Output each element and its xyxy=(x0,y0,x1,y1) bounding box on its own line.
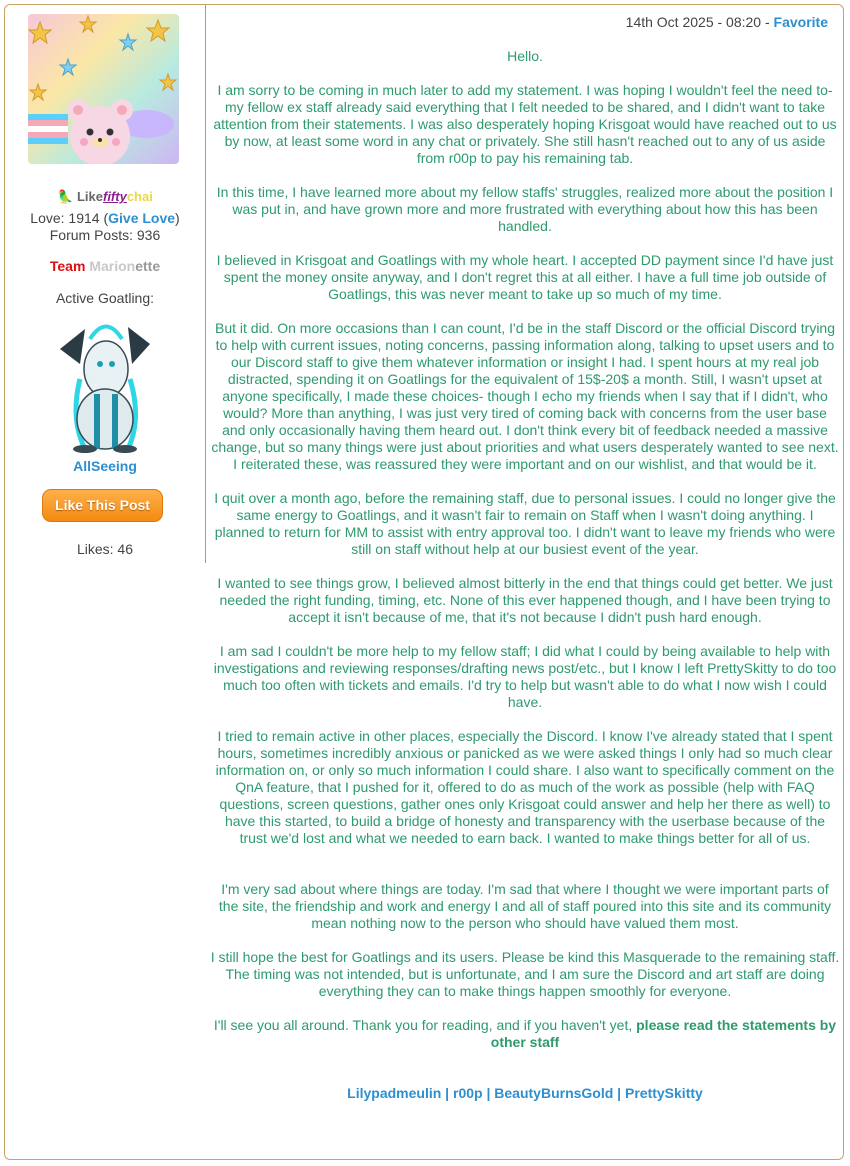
forum-posts-count: Forum Posts: 936 xyxy=(49,227,161,243)
team-word: Team xyxy=(49,258,86,274)
paragraph: I wanted to see things grow, I believed almost bitterly in the end that things could get better. We just needed the right funding, timing, etc. None of this ever happened though, and I have been trying to accept it isn't because of me, that it's not because I didn't push hard enough. xyxy=(217,575,833,625)
staff-link-beautyburnsgold[interactable]: BeautyBurnsGold xyxy=(494,1085,614,1101)
username-part-2: fifty xyxy=(102,189,127,204)
paragraph: I'm very sad about where things are today. I'm sad that where I thought we were important parts of the site, the friendship and work and energy I and all of staff poured into this site and its community mean nothing now to the person who should have valued them most. xyxy=(218,881,832,931)
goatling-image[interactable] xyxy=(50,309,160,454)
paragraph: I am sad I couldn't be more help to my fellow staff; I did what I could by being available to help with investigations and reviewing responses/drafting news post/etc., but I know I left PrettySkitty to do too much too often with tickets and emails. I'd try to help but wasn't able to do what I now wish I could have. xyxy=(213,643,837,710)
paragraph: In this time, I have learned more about my fellow staffs' struggles, realized more about the position I was put in, and have grown more and more frustrated with everything about how this has been handled. xyxy=(216,184,834,234)
love-label: Love: 1914 ( xyxy=(30,210,109,226)
staff-link-prettyskitty[interactable]: PrettySkitty xyxy=(625,1085,703,1101)
team-name-part-1: Marion xyxy=(89,258,136,274)
closing-bold-text: please read the statements by other staff xyxy=(490,1017,837,1050)
post-meta xyxy=(626,14,828,30)
forum-post xyxy=(4,4,844,1160)
link-separator: | xyxy=(441,1085,453,1101)
username-part-1: Like xyxy=(76,189,103,204)
give-love-link[interactable]: Give Love xyxy=(108,210,176,226)
avatar-bear-image xyxy=(28,14,179,164)
team-name-part-2: ette xyxy=(135,258,161,274)
goatling-name-link[interactable]: AllSeeing xyxy=(73,458,137,474)
closing-paragraph xyxy=(210,1017,840,1051)
user-avatar[interactable] xyxy=(28,14,179,164)
paragraph: I tried to remain active in other places, especially the Discord. I know I've already stated that I spent hours, sometimes incredibly anxious or panicked as we were asked things I only had so much clear information on, or only so much information I could share. I also want to specifically comment on the QnA feature, that I pushed for it, offered to do as much of the work as possible (help with FAQ questions, screen questions, gather ones only Krisgoat could answer and help her there as well) to have this started, to build a bridge of honesty and transparency with the userbase because of the trust we'd lost and what we needed to earn back. I wanted to make things better for all of us. xyxy=(215,728,835,846)
paragraph: Hello. xyxy=(507,48,543,64)
link-separator: | xyxy=(613,1085,625,1101)
staff-link-lilypadmeulin[interactable]: Lilypadmeulin xyxy=(347,1085,442,1101)
active-goatling-label: Active Goatling: xyxy=(55,290,155,306)
paragraph: I believed in Krisgoat and Goatlings with my whole heart. I accepted DD payment since I'd have just spent the money onsite anyway, and I don't regret this at all either. I have a full time job outside of Goatlings, this was never meant to take up so much of my time. xyxy=(216,252,834,302)
username-part-3: chai xyxy=(126,189,153,204)
staff-links xyxy=(210,1085,840,1102)
post-body xyxy=(210,48,840,1102)
team-label xyxy=(5,258,205,274)
staff-link-r00p[interactable]: r00p xyxy=(453,1085,483,1101)
goatling-picture xyxy=(50,309,160,454)
post-datetime: 14th Oct 2025 - 08:20 - xyxy=(625,14,774,30)
paragraph: I still hope the best for Goatlings and its users. Please be kind this Masquerade to the remaining staff. The timing was not intended, but is unfortunate, and I am sure the Discord and art staff are doing everything they can to make things happen smoothly for everyone. xyxy=(210,949,840,999)
paragraph: I am sorry to be coming in much later to add my statement. I was hoping I wouldn't feel the need to- my fellow ex staff already said everything that I felt needed to be shared, and I didn't want to take attention from their statements. I was also desperately hoping Krisgoat would have reached out to us by now, at least some word in any chat or privately. She still hasn't reached out to any of us aside from r00p to pay his remaining tab. xyxy=(213,82,837,166)
paragraph: I quit over a month ago, before the remaining staff, due to personal issues. I could no longer give the same energy to Goatlings, and it wasn't fair to remain on Staff when I wasn't doing anything. I planned to return for MM to assist with entry approval too. I didn't want to leave my friends who were still on staff without help at our busiest event of the year. xyxy=(214,490,836,557)
user-sidebar xyxy=(5,5,206,563)
love-close: ) xyxy=(175,210,180,226)
closing-text: I'll see you all around. Thank you for reading, and if you haven't yet, xyxy=(213,1017,637,1033)
favorite-link[interactable]: Favorite xyxy=(773,14,828,30)
link-separator: | xyxy=(482,1085,495,1101)
paragraph: But it did. On more occasions than I can count, I'd be in the staff Discord or the official Discord trying to help with current issues, noting concerns, passing information along, talking to upset users and to our Discord staff to give them whatever information or insight I had. I spent hours at my real job distracted, spending it on Goatlings for the equivalent of 15$-20$ a month. Still, I wasn't upset at anyone specifically, I made these choices- though I echo my friends when I say that if I didn't, who would? More than anything, I was just very tired of coming back with concerns from the user base and only occasionally having them heard out. I don't think every bit of feedback needed a massive change, but so many things were just about priorities and what users desperately wanted to see next. I reiterated these, was reassured they were important and on our wishlist, and that would be it. xyxy=(211,320,839,472)
love-count xyxy=(5,210,205,226)
likes-count: Likes: 46 xyxy=(76,541,134,557)
like-post-button[interactable]: Like This Post xyxy=(42,489,163,522)
username[interactable] xyxy=(5,189,205,205)
username-icon: 🦜 xyxy=(57,189,74,204)
